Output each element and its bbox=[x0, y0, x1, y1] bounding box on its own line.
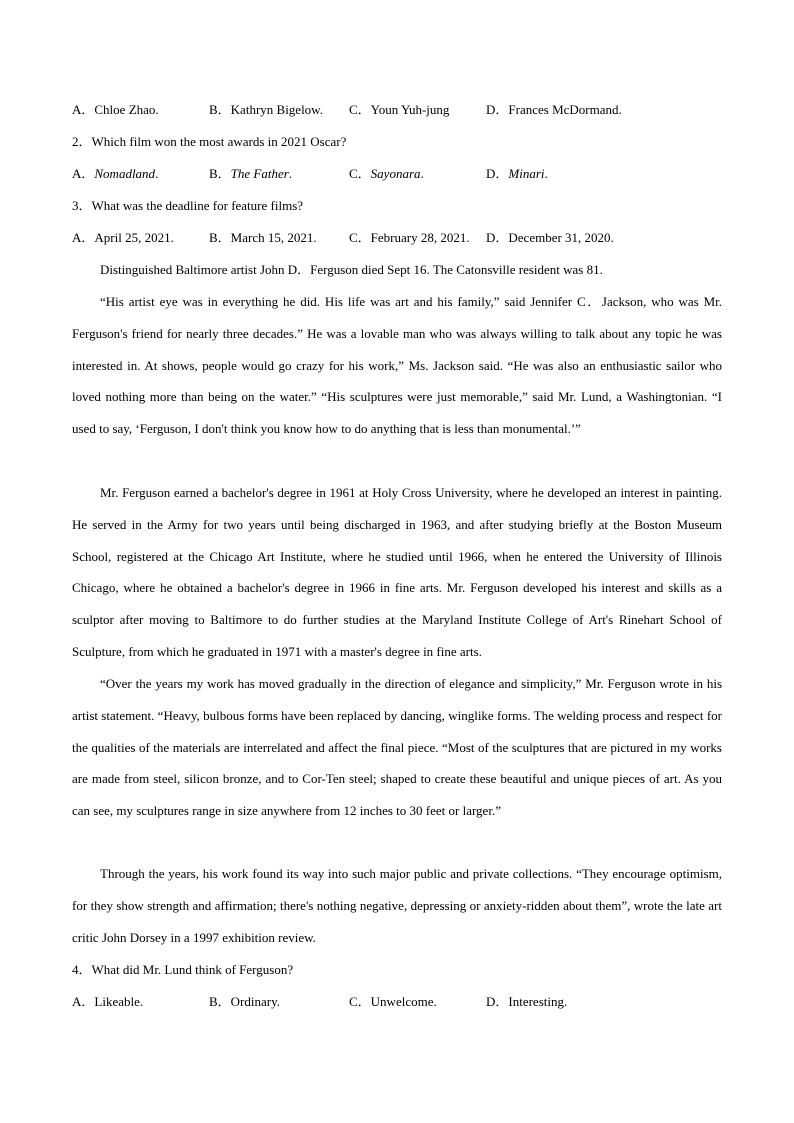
q3-stem: 3．What was the deadline for feature films? bbox=[72, 198, 304, 213]
q2-option-b: B．The Father. bbox=[209, 166, 293, 181]
q2-option-d: D．Minari. bbox=[486, 166, 548, 181]
q1-option-b: B．Kathryn Bigelow. bbox=[209, 102, 323, 117]
q3-option-d: D．December 31, 2020. bbox=[486, 230, 614, 245]
passage-paragraph-5: Through the years, his work found its way into such major public and private collections. “They encourage optimism, for they show strength and affirmation; there's nothing negative, depressing or anxiety-ridden about them”, wrote the late art critic John Dorsey in a 1997 exhibition review. bbox=[72, 866, 722, 945]
passage-paragraph-4: “Over the years my work has moved gradually in the direction of elegance and simplicity,” Mr. Ferguson wrote in his artist statement. “Heavy, bulbous forms have been replaced by dancing, winglike forms. The welding process and respect for the qualities of the materials are interrelated and affect the final piece. “Most of the sculptures that are pictured in my works are made from steel, silicon bronze, and to Cor-Ten steel; shaped to create these beautiful and unique pieces of art. As you can see, my sculptures range in size anywhere from 12 inches to 30 feet or larger.” bbox=[72, 676, 722, 819]
passage-paragraph-2: “His artist eye was in everything he did. His life was art and his family,” said Jennifer C．Jackson, who was Mr. Ferguson's friend for nearly three decades.” He was a lovable man who was always willing to talk about any topic he was interested in. At shows, people would go crazy for his work,” Ms. Jackson said. “He was also an enthusiastic sailor who loved nothing more than being on the water.” “His sculptures were just memorable,” said Mr. Lund, a Washingtonian. “I used to say, ‘Ferguson, I don't think you know how to do anything that is less than monumental.’” bbox=[72, 294, 722, 437]
q3-option-c: C．February 28, 2021. bbox=[349, 230, 470, 245]
q2-stem: 2．Which film won the most awards in 2021 Oscar? bbox=[72, 134, 347, 149]
passage-paragraph-3: Mr. Ferguson earned a bachelor's degree in 1961 at Holy Cross University, where he developed an interest in painting. He served in the Army for two years until being discharged in 1963, and after studying briefly at the Boston Museum School, registered at the Chicago Art Institute, where he studied until 1966, when he entered the University of Illinois Chicago, where he obtained a bachelor's degree in 1966 in fine arts. Mr. Ferguson developed his interest and skills as a sculptor after moving to Baltimore to do further studies at the Maryland Institute College of Art's Rinehart School of Sculpture, from which he graduated in 1971 with a master's degree in fine arts. bbox=[72, 485, 722, 659]
q1-option-a: A．Chloe Zhao. bbox=[72, 102, 159, 117]
q1-option-d: D．Frances McDormand. bbox=[486, 102, 622, 117]
q4-option-a: A．Likeable. bbox=[72, 994, 144, 1009]
q4-stem: 4．What did Mr. Lund think of Ferguson? bbox=[72, 962, 294, 977]
q3-option-b: B．March 15, 2021. bbox=[209, 230, 317, 245]
q4-option-c: C．Unwelcome. bbox=[349, 994, 437, 1009]
q2-option-c: C．Sayonara. bbox=[349, 166, 424, 181]
passage-paragraph-1: Distinguished Baltimore artist John D．Ferguson died Sept 16. The Catonsville resident was 81. bbox=[100, 262, 603, 277]
q4-option-b: B．Ordinary. bbox=[209, 994, 281, 1009]
q3-option-a: A．April 25, 2021. bbox=[72, 230, 174, 245]
q1-option-c: C．Youn Yuh-jung bbox=[349, 102, 450, 117]
q4-option-d: D．Interesting. bbox=[486, 994, 568, 1009]
q2-option-a: A．Nomadland. bbox=[72, 166, 159, 181]
